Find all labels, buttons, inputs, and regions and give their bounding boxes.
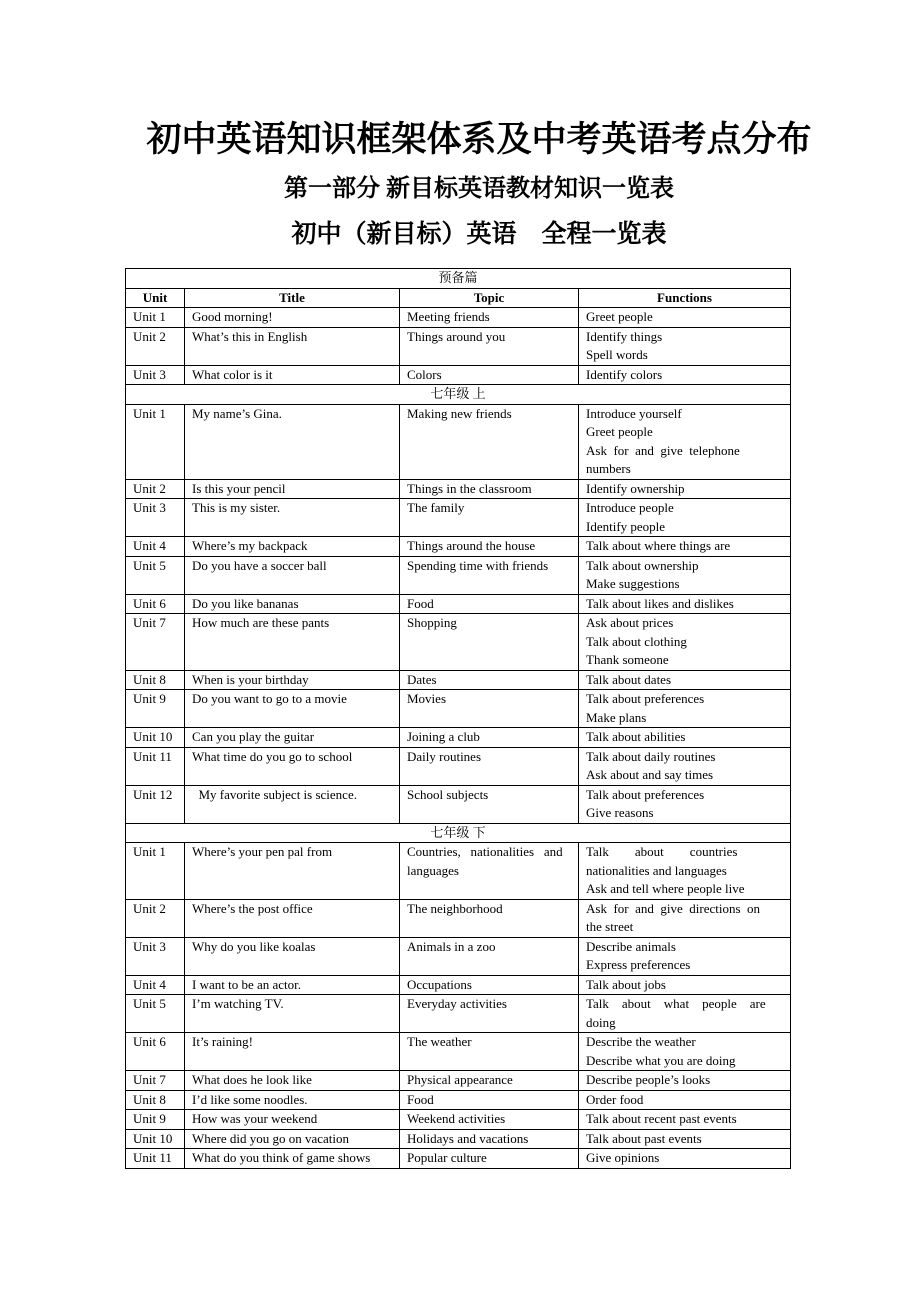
unit-cell: Unit 3 bbox=[126, 365, 185, 385]
functions-cell bbox=[579, 556, 791, 594]
function-line: Order food bbox=[586, 1091, 644, 1107]
table-row bbox=[126, 594, 791, 614]
functions-cell bbox=[579, 365, 791, 385]
part-heading: 第一部分 新目标英语教材知识一览表 bbox=[284, 176, 674, 202]
title-cell: How much are these pants bbox=[185, 614, 400, 671]
topic-cell bbox=[400, 365, 579, 385]
unit-cell: Unit 12 bbox=[126, 785, 185, 823]
unit-cell: Unit 11 bbox=[126, 1149, 185, 1169]
functions-cell bbox=[579, 1129, 791, 1149]
unit-cell: Unit 7 bbox=[126, 1071, 185, 1091]
title-cell: I’d like some noodles. bbox=[185, 1090, 400, 1110]
title-cell: My name’s Gina. bbox=[185, 404, 400, 479]
topic-line: Food bbox=[407, 1091, 434, 1107]
function-line: Ask about prices bbox=[586, 615, 674, 630]
unit-cell: Unit 8 bbox=[126, 670, 185, 690]
function-line: Ask and tell where people live bbox=[586, 881, 745, 896]
topic-line: The neighborhood bbox=[407, 900, 503, 916]
function-line: Describe people’s looks bbox=[586, 1072, 711, 1087]
topic-cell bbox=[400, 843, 579, 900]
topic-line: Shopping bbox=[407, 615, 457, 630]
topic-line: Popular culture bbox=[407, 1150, 487, 1165]
title-cell: Where’s my backpack bbox=[185, 537, 400, 557]
document-title: 初中英语知识框架体系及中考英语考点分布 bbox=[146, 120, 812, 159]
unit-cell: Unit 10 bbox=[126, 1129, 185, 1149]
unit-cell: Unit 9 bbox=[126, 690, 185, 728]
unit-cell: Unit 1 bbox=[126, 308, 185, 328]
section-title: 预备篇 bbox=[126, 269, 791, 289]
function-line: Identify ownership bbox=[586, 480, 685, 496]
title-cell: Do you want to go to a movie bbox=[185, 690, 400, 728]
unit-cell: Unit 4 bbox=[126, 537, 185, 557]
table-row bbox=[126, 747, 791, 785]
title-cell: When is your birthday bbox=[185, 670, 400, 690]
functions-cell bbox=[579, 1149, 791, 1169]
function-line: Talk about where things are bbox=[586, 538, 731, 553]
topic-line: Spending time with friends bbox=[407, 557, 549, 573]
function-line: Give reasons bbox=[586, 805, 654, 820]
function-line: Talk about likes and dislikes bbox=[586, 595, 734, 611]
title-cell: What color is it bbox=[185, 365, 400, 385]
table-row bbox=[126, 670, 791, 690]
topic-line: Daily routines bbox=[407, 748, 482, 764]
function-line: Express preferences bbox=[586, 957, 691, 972]
functions-cell bbox=[579, 327, 791, 365]
header-row bbox=[126, 288, 791, 308]
function-line: Talk about jobs bbox=[586, 976, 666, 992]
unit-cell: Unit 3 bbox=[126, 937, 185, 975]
functions-cell bbox=[579, 785, 791, 823]
column-header: Functions bbox=[579, 288, 791, 308]
title-cell: My favorite subject is science. bbox=[185, 785, 400, 823]
title-cell: What time do you go to school bbox=[185, 747, 400, 785]
table-row bbox=[126, 404, 791, 479]
functions-cell bbox=[579, 747, 791, 785]
table-row bbox=[126, 937, 791, 975]
function-line: Give opinions bbox=[586, 1150, 660, 1165]
topic-line: Things around you bbox=[407, 328, 506, 344]
topic-line: Making new friends bbox=[407, 405, 512, 421]
function-line: Make plans bbox=[586, 709, 647, 725]
function-line: Talk about preferences bbox=[586, 691, 705, 706]
topic-line: Colors bbox=[407, 366, 442, 382]
functions-cell bbox=[579, 308, 791, 328]
title-cell: Where did you go on vacation bbox=[185, 1129, 400, 1149]
topic-line: languages bbox=[407, 862, 459, 878]
unit-cell: Unit 1 bbox=[126, 843, 185, 900]
title-cell: Can you play the guitar bbox=[185, 728, 400, 748]
function-line: Ask about and say times bbox=[586, 767, 714, 782]
table-row bbox=[126, 1149, 791, 1169]
table-row bbox=[126, 537, 791, 557]
function-line: Introduce people bbox=[586, 500, 674, 515]
function-line: Talk about past events bbox=[586, 1130, 702, 1146]
functions-cell bbox=[579, 1033, 791, 1071]
topic-cell bbox=[400, 747, 579, 785]
function-line: Identify things bbox=[586, 328, 663, 344]
topic-cell bbox=[400, 1090, 579, 1110]
table-row bbox=[126, 899, 791, 937]
table-row bbox=[126, 327, 791, 365]
table-row bbox=[126, 785, 791, 823]
topic-cell bbox=[400, 690, 579, 728]
topic-cell bbox=[400, 937, 579, 975]
functions-cell bbox=[579, 1090, 791, 1110]
unit-cell: Unit 10 bbox=[126, 728, 185, 748]
function-line: Talk about recent past events bbox=[586, 1111, 737, 1126]
function-line: Talk about countries bbox=[586, 844, 738, 859]
unit-cell: Unit 5 bbox=[126, 556, 185, 594]
functions-cell bbox=[579, 1071, 791, 1091]
column-header: Title bbox=[185, 288, 400, 308]
topic-cell bbox=[400, 1033, 579, 1071]
function-line: Talk about ownership bbox=[586, 557, 699, 573]
title-cell: Is this your pencil bbox=[185, 479, 400, 499]
function-line: Make suggestions bbox=[586, 576, 680, 591]
function-line: Talk about dates bbox=[586, 671, 672, 687]
topic-line: The weather bbox=[407, 1034, 472, 1049]
function-line: Thank someone bbox=[586, 652, 669, 667]
function-line: Spell words bbox=[586, 347, 648, 362]
section-row bbox=[126, 823, 791, 843]
functions-cell bbox=[579, 690, 791, 728]
topic-cell bbox=[400, 556, 579, 594]
topic-cell bbox=[400, 899, 579, 937]
topic-cell bbox=[400, 479, 579, 499]
topic-line: Things around the house bbox=[407, 538, 536, 553]
function-line: nationalities and languages bbox=[586, 862, 727, 878]
function-line: Introduce yourself bbox=[586, 405, 682, 421]
topic-line: Physical appearance bbox=[407, 1072, 513, 1087]
topic-cell bbox=[400, 614, 579, 671]
unit-cell: Unit 8 bbox=[126, 1090, 185, 1110]
topic-cell bbox=[400, 670, 579, 690]
title-cell: What’s this in English bbox=[185, 327, 400, 365]
table-row bbox=[126, 975, 791, 995]
title-cell: Do you have a soccer ball bbox=[185, 556, 400, 594]
title-cell: What does he look like bbox=[185, 1071, 400, 1091]
topic-cell bbox=[400, 537, 579, 557]
functions-cell bbox=[579, 995, 791, 1033]
topic-line: Weekend activities bbox=[407, 1111, 506, 1126]
unit-cell: Unit 5 bbox=[126, 995, 185, 1033]
topic-line: Dates bbox=[407, 671, 437, 687]
function-line: Talk about preferences bbox=[586, 786, 705, 802]
topic-line: Occupations bbox=[407, 976, 472, 992]
functions-cell bbox=[579, 843, 791, 900]
topic-cell bbox=[400, 1071, 579, 1091]
function-line: Ask for and give directions on bbox=[586, 900, 761, 916]
title-cell: This is my sister. bbox=[185, 499, 400, 537]
topic-line: Joining a club bbox=[407, 729, 480, 744]
function-line: doing bbox=[586, 1014, 616, 1030]
function-line: Identify colors bbox=[586, 366, 663, 382]
table-row bbox=[126, 1033, 791, 1071]
title-cell: It’s raining! bbox=[185, 1033, 400, 1071]
functions-cell bbox=[579, 1110, 791, 1130]
section-title: 七年级 下 bbox=[126, 823, 791, 843]
table-row bbox=[126, 690, 791, 728]
function-line: Describe animals bbox=[586, 938, 676, 954]
topic-cell bbox=[400, 1110, 579, 1130]
section-row bbox=[126, 269, 791, 289]
table-row bbox=[126, 1129, 791, 1149]
topic-cell bbox=[400, 1149, 579, 1169]
unit-cell: Unit 2 bbox=[126, 327, 185, 365]
table-row bbox=[126, 1090, 791, 1110]
title-cell: Why do you like koalas bbox=[185, 937, 400, 975]
topic-line: Meeting friends bbox=[407, 309, 490, 324]
title-cell: I’m watching TV. bbox=[185, 995, 400, 1033]
table-row bbox=[126, 499, 791, 537]
topic-line: Everyday activities bbox=[407, 996, 507, 1011]
topic-cell bbox=[400, 308, 579, 328]
title-cell: Good morning! bbox=[185, 308, 400, 328]
curriculum-table-body bbox=[126, 269, 791, 1169]
section-row bbox=[126, 385, 791, 405]
function-line: Describe what you are doing bbox=[586, 1052, 736, 1068]
topic-line: Animals in a zoo bbox=[407, 938, 496, 954]
table-row bbox=[126, 995, 791, 1033]
unit-cell: Unit 1 bbox=[126, 404, 185, 479]
section-title: 七年级 上 bbox=[126, 385, 791, 405]
title-cell: I want to be an actor. bbox=[185, 975, 400, 995]
functions-cell bbox=[579, 404, 791, 479]
table-row bbox=[126, 728, 791, 748]
column-header: Unit bbox=[126, 288, 185, 308]
table-row bbox=[126, 843, 791, 900]
function-line: numbers bbox=[586, 461, 631, 476]
title-cell: What do you think of game shows bbox=[185, 1149, 400, 1169]
curriculum-table bbox=[125, 268, 791, 1169]
unit-cell: Unit 9 bbox=[126, 1110, 185, 1130]
topic-line: The family bbox=[407, 500, 465, 515]
function-line: the street bbox=[586, 919, 634, 934]
function-line: Greet people bbox=[586, 309, 653, 324]
title-cell: How was your weekend bbox=[185, 1110, 400, 1130]
function-line: Identify people bbox=[586, 518, 666, 534]
unit-cell: Unit 6 bbox=[126, 594, 185, 614]
unit-cell: Unit 2 bbox=[126, 899, 185, 937]
topic-line: Movies bbox=[407, 691, 446, 706]
table-row bbox=[126, 1110, 791, 1130]
functions-cell bbox=[579, 479, 791, 499]
functions-cell bbox=[579, 614, 791, 671]
function-line: Ask for and give telephone bbox=[586, 442, 740, 458]
table-row bbox=[126, 365, 791, 385]
topic-line: Countries, nationalities and bbox=[407, 844, 563, 859]
table-row bbox=[126, 1071, 791, 1091]
topic-cell bbox=[400, 785, 579, 823]
column-header: Topic bbox=[400, 288, 579, 308]
topic-cell bbox=[400, 995, 579, 1033]
functions-cell bbox=[579, 594, 791, 614]
topic-cell bbox=[400, 1129, 579, 1149]
functions-cell bbox=[579, 937, 791, 975]
title-cell: Where’s your pen pal from bbox=[185, 843, 400, 900]
unit-cell: Unit 11 bbox=[126, 747, 185, 785]
function-line: Talk about daily routines bbox=[586, 748, 716, 764]
function-line: Talk about clothing bbox=[586, 633, 687, 649]
functions-cell bbox=[579, 975, 791, 995]
topic-cell bbox=[400, 327, 579, 365]
function-line: Talk about abilities bbox=[586, 729, 686, 744]
unit-cell: Unit 6 bbox=[126, 1033, 185, 1071]
unit-cell: Unit 3 bbox=[126, 499, 185, 537]
functions-cell bbox=[579, 728, 791, 748]
functions-cell bbox=[579, 537, 791, 557]
topic-cell bbox=[400, 975, 579, 995]
functions-cell bbox=[579, 499, 791, 537]
topic-cell bbox=[400, 594, 579, 614]
table-row bbox=[126, 479, 791, 499]
table-row bbox=[126, 308, 791, 328]
topic-cell bbox=[400, 728, 579, 748]
table-heading: 初中（新目标）英语 全程一览表 bbox=[291, 221, 667, 248]
title-cell: Where’s the post office bbox=[185, 899, 400, 937]
unit-cell: Unit 4 bbox=[126, 975, 185, 995]
topic-line: Holidays and vacations bbox=[407, 1130, 529, 1146]
unit-cell: Unit 7 bbox=[126, 614, 185, 671]
topic-line: Food bbox=[407, 595, 434, 611]
unit-cell: Unit 2 bbox=[126, 479, 185, 499]
function-line: Describe the weather bbox=[586, 1034, 696, 1049]
table-row bbox=[126, 556, 791, 594]
function-line: Greet people bbox=[586, 424, 653, 439]
functions-cell bbox=[579, 899, 791, 937]
topic-line: Things in the classroom bbox=[407, 480, 532, 496]
function-line: Talk about what people are bbox=[586, 996, 766, 1011]
topic-cell bbox=[400, 499, 579, 537]
table-row bbox=[126, 614, 791, 671]
functions-cell bbox=[579, 670, 791, 690]
topic-line: School subjects bbox=[407, 786, 489, 802]
topic-cell bbox=[400, 404, 579, 479]
title-cell: Do you like bananas bbox=[185, 594, 400, 614]
